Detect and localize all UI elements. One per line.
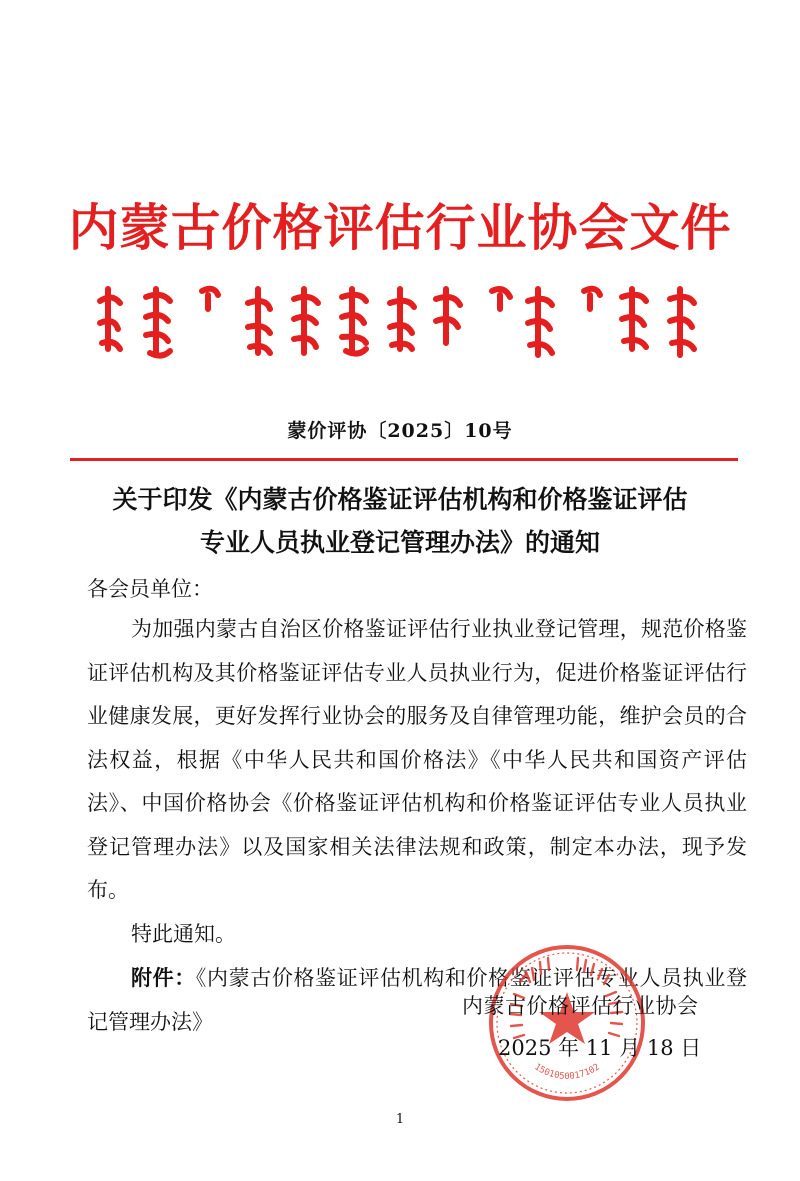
mongolian-script-title <box>90 283 720 363</box>
notice-title-line2: 专业人员执业登记管理办法》的通知 <box>199 528 600 557</box>
issue-date: 2025 年 11 月 18 日 <box>498 1036 702 1060</box>
seal-code: 1501050017102 <box>532 1062 602 1082</box>
notice-body <box>87 608 747 1044</box>
red-divider-line <box>70 458 738 461</box>
body-paragraph-closing: 特此通知。 <box>131 921 236 946</box>
body-paragraph-main: 为加强内蒙古自治区价格鉴证评估行业执业登记管理，规范价格鉴证评估机构及其价格鉴证评估专业人员执业行为，促进价格鉴证评估行业健康发展，更好发挥行业协会的服务及自律管理功能，维护会员的合法权益，根据《中华人民共和国价格法》《中华人民共和国资产评估法》、中国价格协会《价格鉴证评估机构和价格鉴证评估专业人员执业登记管理办法》以及国家相关法律法规和政策，制定本办法，现予发布。 <box>87 617 747 902</box>
document-number: 蒙价评协〔2025〕10号 <box>287 420 513 442</box>
addressee: 各会员单位： <box>87 577 213 601</box>
page-number: 1 <box>395 1112 405 1127</box>
notice-title-line1: 关于印发《内蒙古价格鉴证评估机构和价格鉴证评估 <box>112 485 688 514</box>
issuing-organization: 内蒙古价格评估行业协会 <box>462 994 699 1018</box>
attachment-title: 《内蒙古价格鉴证评估机构和价格鉴证评估专业人员执业登记管理办法》 <box>87 966 747 1034</box>
attachment-label: 附件： <box>131 965 196 990</box>
official-seal-icon <box>486 942 648 1104</box>
document-header-title: 内蒙古价格评估行业协会文件 <box>68 198 732 257</box>
